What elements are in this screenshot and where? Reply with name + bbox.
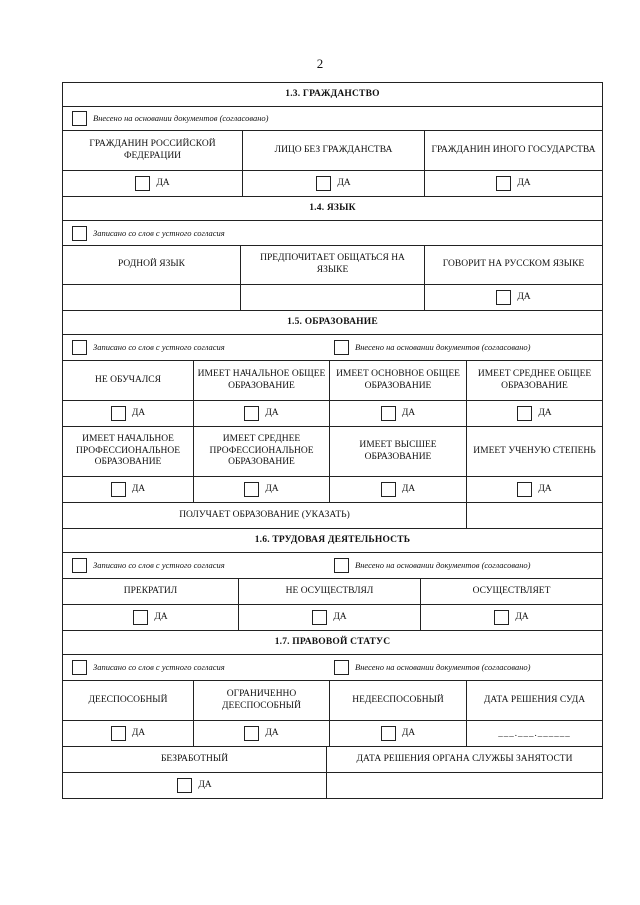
employment-options-row — [63, 747, 603, 773]
yes-checkbox[interactable] — [496, 290, 511, 305]
option-secondary-professional: ИМЕЕТ СРЕДНЕЕ ПРОФЕССИОНАЛЬНОЕ ОБРАЗОВАНИЕ — [194, 427, 330, 476]
option-speaks-russian: ГОВОРИТ НА РУССКОМ ЯЗЫКЕ — [425, 246, 603, 284]
language-options-row — [63, 246, 603, 285]
legal-header-row — [63, 631, 603, 655]
education-options-row-1 — [63, 361, 603, 401]
note-label: Внесено на основании документов (согласовано) — [355, 560, 531, 571]
language-header-row — [63, 197, 603, 221]
employment-decision-date-label: ДАТА РЕШЕНИЯ ОРГАНА СЛУЖБЫ ЗАНЯТОСТИ — [327, 747, 603, 772]
education-options-row-2 — [63, 427, 603, 477]
note-label: Внесено на основании документов (согласовано) — [355, 662, 531, 673]
section-title-education: 1.5. ОБРАЗОВАНИЕ — [63, 311, 603, 334]
yes-checkbox[interactable] — [381, 406, 396, 421]
option-russian-citizen: ГРАЖДАНИН РОССИЙСКОЙ ФЕДЕРАЦИИ — [63, 131, 243, 170]
option-stopped: ПРЕКРАТИЛ — [63, 579, 239, 604]
note-label: Записано со слов с устного согласия — [93, 342, 225, 353]
yes-checkbox[interactable] — [244, 482, 259, 497]
oral-checkbox[interactable] — [72, 660, 87, 675]
yes-checkbox[interactable] — [111, 482, 126, 497]
employment-yes-row: ДА — [63, 773, 603, 799]
docs-checkbox[interactable] — [334, 558, 349, 573]
section-title-labor: 1.6. ТРУДОВАЯ ДЕЯТЕЛЬНОСТЬ — [63, 529, 603, 552]
section-title-legal: 1.7. ПРАВОВОЙ СТАТУС — [63, 631, 603, 654]
option-unemployed: БЕЗРАБОТНЫЙ — [63, 747, 327, 772]
docs-checkbox[interactable] — [72, 111, 87, 126]
labor-yes-row: ДА ДА ДА — [63, 605, 603, 631]
note-label: Записано со слов с устного согласия — [93, 662, 225, 673]
yes-checkbox[interactable] — [133, 610, 148, 625]
oral-checkbox[interactable] — [72, 340, 87, 355]
employment-decision-date-field[interactable] — [327, 773, 603, 798]
option-currently-studying: ПОЛУЧАЕТ ОБРАЗОВАНИЕ (УКАЗАТЬ) — [63, 503, 467, 528]
native-language-field[interactable] — [63, 285, 241, 310]
legal-options-row — [63, 681, 603, 721]
option-academic-degree: ИМЕЕТ УЧЕНУЮ СТЕПЕНЬ — [467, 427, 603, 476]
labor-note-row — [63, 553, 603, 579]
page-number: 2 — [316, 56, 324, 71]
yes-checkbox[interactable] — [381, 482, 396, 497]
education-header-row — [63, 311, 603, 335]
option-limited-capable: ОГРАНИЧЕННО ДЕЕСПОСОБНЫЙ — [194, 681, 330, 720]
citizenship-options-row — [63, 131, 603, 171]
legal-yes-row: ДА ДА ДА ___.___.______ — [63, 721, 603, 747]
oral-checkbox[interactable] — [72, 558, 87, 573]
option-working: ОСУЩЕСТВЛЯЕТ — [421, 579, 603, 604]
note-label: Внесено на основании документов (согласовано) — [355, 342, 531, 353]
labor-header-row — [63, 529, 603, 553]
court-decision-date-field[interactable] — [467, 721, 603, 746]
note-label: Записано со слов с устного согласия — [93, 227, 225, 238]
yes-checkbox[interactable] — [316, 176, 331, 191]
docs-checkbox[interactable] — [334, 340, 349, 355]
yes-checkbox[interactable] — [517, 406, 532, 421]
yes-checkbox[interactable] — [135, 176, 150, 191]
citizenship-note-row — [63, 107, 603, 131]
yes-checkbox[interactable] — [177, 778, 192, 793]
court-decision-date-label: ДАТА РЕШЕНИЯ СУДА — [467, 681, 603, 720]
yes-checkbox[interactable] — [381, 726, 396, 741]
note-label: Внесено на основании документов (согласовано) — [93, 113, 269, 124]
option-foreign-citizen: ГРАЖДАНИН ИНОГО ГОСУДАРСТВА — [425, 131, 603, 170]
option-not-worked: НЕ ОСУЩЕСТВЛЯЛ — [239, 579, 421, 604]
note-label: Записано со слов с устного согласия — [93, 560, 225, 571]
preferred-language-field[interactable] — [241, 285, 425, 310]
option-native-language: РОДНОЙ ЯЗЫК — [63, 246, 241, 284]
yes-checkbox[interactable] — [111, 726, 126, 741]
language-yes-row: ДА — [63, 285, 603, 311]
option-incapable: НЕДЕЕСПОСОБНЫЙ — [330, 681, 467, 720]
option-preferred-language: ПРЕДПОЧИТАЕТ ОБЩАТЬСЯ НА ЯЗЫКЕ — [241, 246, 425, 284]
education-yes-row-1: ДА ДА ДА ДА — [63, 401, 603, 427]
option-primary-general: ИМЕЕТ НАЧАЛЬНОЕ ОБЩЕЕ ОБРАЗОВАНИЕ — [194, 361, 330, 400]
yes-checkbox[interactable] — [312, 610, 327, 625]
option-secondary-general: ИМЕЕТ СРЕДНЕЕ ОБЩЕЕ ОБРАЗОВАНИЕ — [467, 361, 603, 400]
oral-checkbox[interactable] — [72, 226, 87, 241]
option-no-education: НЕ ОБУЧАЛСЯ — [63, 361, 194, 400]
option-capable: ДЕЕСПОСОБНЫЙ — [63, 681, 194, 720]
yes-checkbox[interactable] — [111, 406, 126, 421]
section-title-language: 1.4. ЯЗЫК — [63, 197, 603, 220]
form-table — [62, 82, 603, 799]
education-current-row — [63, 503, 603, 529]
citizenship-header-row — [63, 83, 603, 107]
language-note-row — [63, 221, 603, 246]
date-blank: ___.___.______ — [498, 727, 571, 738]
section-title-citizenship: 1.3. ГРАЖДАНСТВО — [63, 83, 603, 106]
yes-checkbox[interactable] — [496, 176, 511, 191]
option-primary-professional: ИМЕЕТ НАЧАЛЬНОЕ ПРОФЕССИОНАЛЬНОЕ ОБРАЗОВАНИЕ — [63, 427, 194, 476]
yes-checkbox[interactable] — [517, 482, 532, 497]
yes-checkbox[interactable] — [244, 726, 259, 741]
citizenship-yes-row: ДА ДА ДА — [63, 171, 603, 197]
yes-checkbox[interactable] — [244, 406, 259, 421]
yes-checkbox[interactable] — [494, 610, 509, 625]
education-yes-row-2: ДА ДА ДА ДА — [63, 477, 603, 503]
legal-note-row — [63, 655, 603, 681]
option-stateless: ЛИЦО БЕЗ ГРАЖДАНСТВА — [243, 131, 425, 170]
option-basic-general: ИМЕЕТ ОСНОВНОЕ ОБЩЕЕ ОБРАЗОВАНИЕ — [330, 361, 467, 400]
labor-options-row — [63, 579, 603, 605]
education-note-row — [63, 335, 603, 361]
docs-checkbox[interactable] — [334, 660, 349, 675]
option-higher-education: ИМЕЕТ ВЫСШЕЕ ОБРАЗОВАНИЕ — [330, 427, 467, 476]
currently-studying-field[interactable] — [467, 503, 603, 528]
